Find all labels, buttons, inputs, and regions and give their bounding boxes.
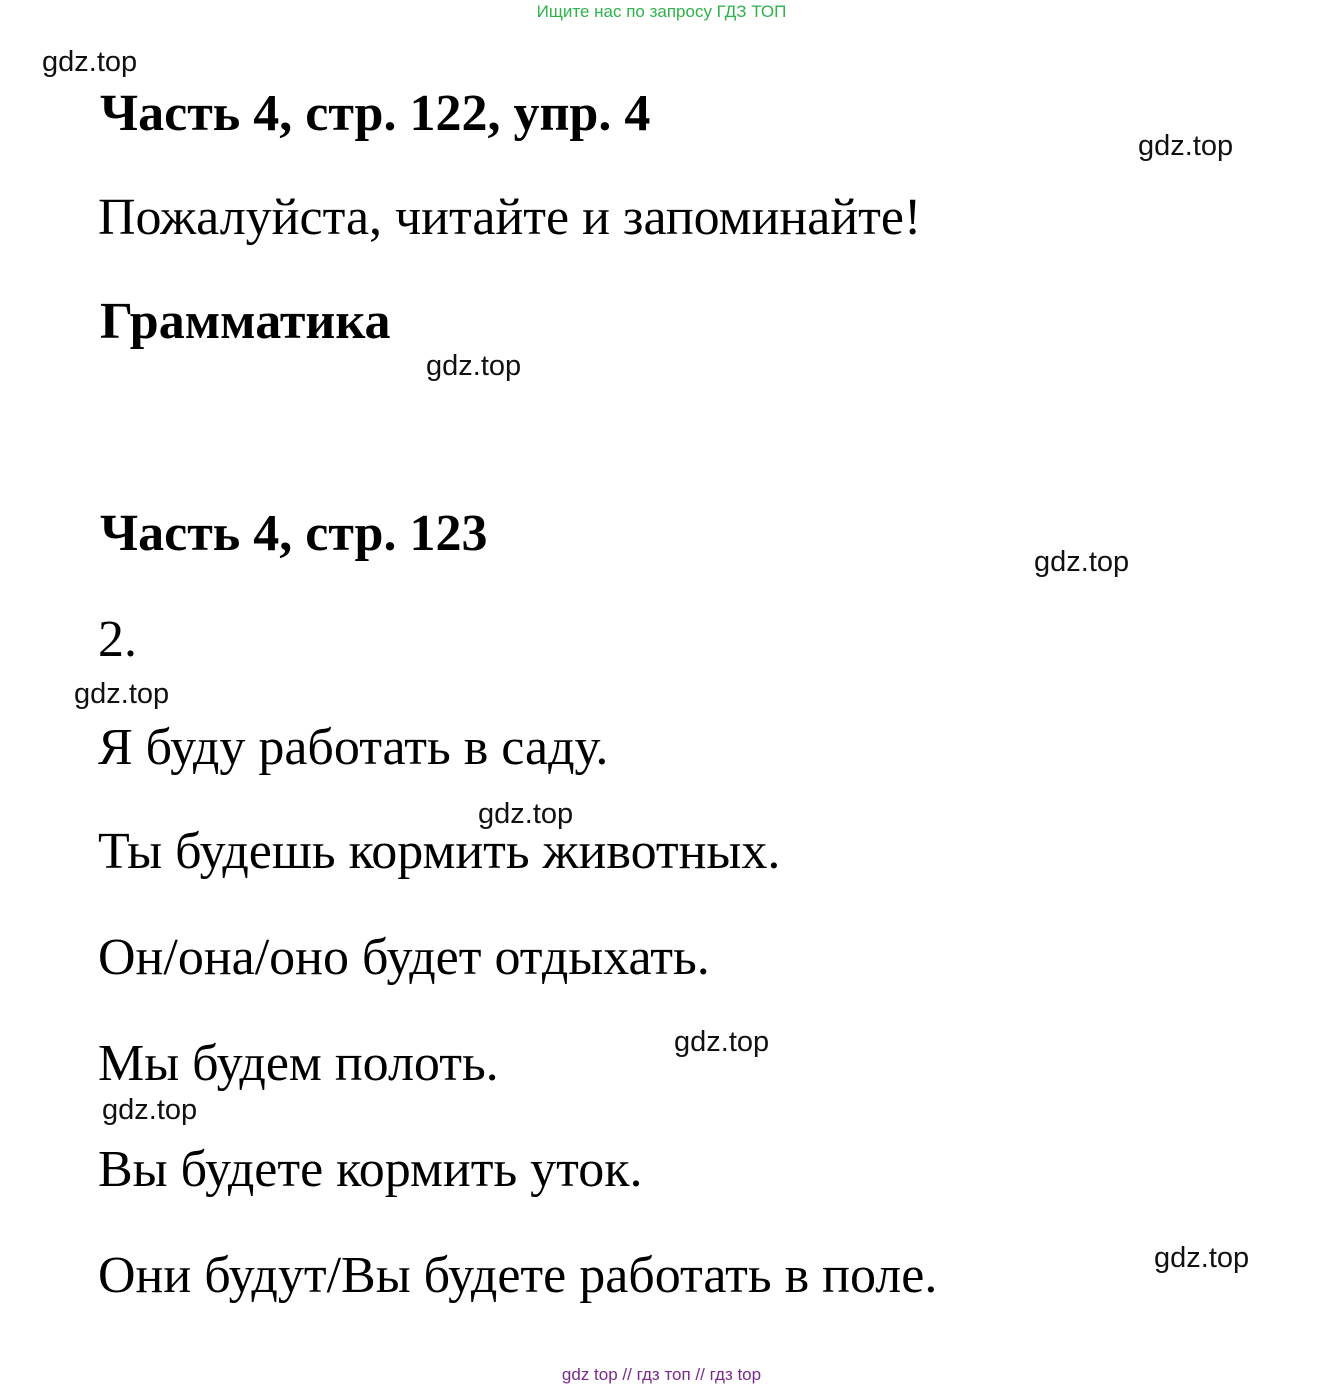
- sentence-4: Мы будем полоть.: [98, 1035, 499, 1092]
- watermark: gdz.top: [1154, 1242, 1250, 1274]
- watermark: gdz.top: [426, 350, 522, 382]
- top-banner: Ищите нас по запросу ГДЗ ТОП: [536, 2, 787, 21]
- sentence-6: Они будут/Вы будете работать в поле.: [98, 1247, 938, 1304]
- heading-part-122: Часть 4, стр. 122, упр. 4: [100, 85, 651, 142]
- sentence-2: Ты будешь кормить животных.: [98, 823, 781, 880]
- watermark: gdz.top: [102, 1094, 198, 1126]
- watermark: gdz.top: [1138, 130, 1234, 162]
- sentence-5: Вы будете кормить уток.: [98, 1141, 643, 1198]
- instruction-text: Пожалуйста, читайте и запоминайте!: [98, 189, 922, 246]
- item-number: 2.: [98, 611, 137, 668]
- footer-text: gdz top // гдз топ // гдз top: [561, 1365, 762, 1384]
- sentence-1: Я буду работать в саду.: [98, 719, 609, 776]
- watermark: gdz.top: [74, 678, 170, 710]
- watermark: gdz.top: [674, 1026, 770, 1058]
- heading-grammar: Грамматика: [100, 293, 391, 350]
- watermark: gdz.top: [42, 46, 138, 78]
- sentence-3: Он/она/оно будет отдыхать.: [98, 929, 710, 986]
- watermark: gdz.top: [1034, 546, 1130, 578]
- heading-part-123: Часть 4, стр. 123: [100, 505, 488, 562]
- watermark: gdz.top: [478, 798, 574, 830]
